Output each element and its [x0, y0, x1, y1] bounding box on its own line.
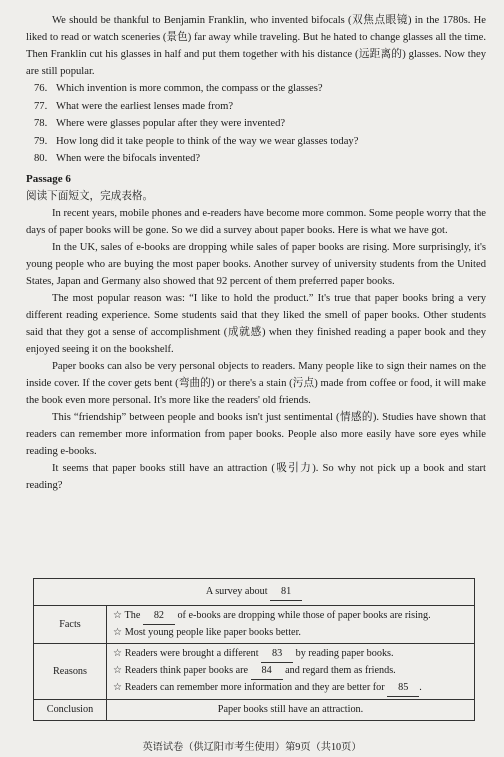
question-78: 78. Where were glasses popular after they were invented? — [34, 118, 286, 129]
blank-85[interactable]: 85 — [387, 680, 419, 697]
blank-84[interactable]: 84 — [251, 663, 283, 680]
reason-item: ☆ Readers were brought a different 83 by reading paper books. — [113, 646, 468, 663]
facts-row — [34, 606, 475, 644]
facts-label: Facts — [34, 606, 107, 644]
star-icon: ☆ — [113, 648, 123, 659]
passage6-paragraph-5: This “friendship” between people and books isn't just sentimental (情感的). Studies have shown that readers can remember more information from paper books. People also more easily have sore eyes while reading e-books. — [26, 411, 486, 457]
survey-table — [33, 578, 475, 721]
passage6-paragraph-1: In recent years, mobile phones and e-readers have become more common. Some people worry that the days of paper books will be gone. So we did a survey about paper books. Here is what we have got. — [26, 207, 486, 236]
reason-item: ☆ Readers can remember more information and they are better for 85 . — [113, 680, 468, 697]
question-79: 79. How long did it take people to think of the way we wear glasses today? — [34, 135, 359, 147]
passage6-heading: Passage 6 — [26, 172, 71, 185]
passage6-paragraph-6: It seems that paper books still have an attraction (吸引力). So why not pick up a book and start reading? — [26, 462, 486, 491]
blank-83[interactable]: 83 — [261, 646, 293, 663]
conclusion-row — [34, 700, 475, 721]
fact-item: ☆ The 82 of e-books are dropping while those of paper books are rising. — [113, 608, 468, 625]
passage5-paragraph: We should be thankful to Benjamin Franklin, who invented bifocals (双焦点眼镜) in the 1780s. He liked to read or watch sceneries (景色) far away while traveling. But he hated to change glasses all the time. Then Franklin cut his glasses in half and put them together with his distance (远距离的) glasses. Now they are still popular. — [26, 15, 486, 77]
reasons-label: Reasons — [34, 644, 107, 700]
reasons-cell — [107, 644, 475, 700]
reasons-row — [34, 644, 475, 700]
star-icon: ☆ — [113, 682, 123, 693]
passage6-paragraph-3: The most popular reason was: “I like to hold the product.” It's true that paper books bring a very different reading experience. Some students said that they liked the smell of paper books. Other students said that they got a sense of accomplishment (成就感) when they finished reading a paper book and they enjoyed seeing it on the bookshelf. — [26, 292, 486, 355]
table-header-row — [34, 579, 475, 606]
conclusion-label: Conclusion — [34, 700, 107, 721]
blank-82[interactable]: 82 — [143, 608, 175, 625]
question-80: 80. When were the bifocals invented? — [34, 153, 201, 164]
conclusion-cell: Paper books still have an attraction. — [107, 700, 475, 721]
star-icon: ☆ — [113, 665, 123, 676]
star-icon: ☆ — [113, 610, 123, 621]
question-77: 77. What were the earliest lenses made from? — [34, 100, 234, 112]
question-76: 76. Which invention is more common, the compass or the glasses? — [34, 83, 323, 94]
page-footer: 英语试卷（供辽阳市考生使用）第9页（共10页） — [142, 742, 362, 753]
table-title: A survey about 81 — [34, 579, 475, 606]
passage6-instruction: 阅读下面短文，完成表格。 — [26, 190, 154, 202]
passage6-paragraph-4: Paper books can also be very personal objects to readers. Many people like to sign their names on the inside cover. If the cover gets bent (弯曲的) or there's a stain (污点) made from coffee or food, it will make the book even more personal. It's more like the readers' old friends. — [26, 360, 486, 406]
fact-item: ☆ Most young people like paper books better. — [113, 627, 301, 638]
passage6-paragraph-2: In the UK, sales of e-books are dropping while sales of paper books are rising. More surprisingly, it's young people who are buying the most paper books. Another survey of university students from the United States, Japan and Germany also showed that 92 percent of them preferred paper books. — [26, 241, 486, 287]
question-list — [26, 80, 486, 168]
facts-cell — [107, 606, 475, 644]
star-icon: ☆ — [113, 627, 123, 638]
reason-item: ☆ Readers think paper books are 84 and regard them as friends. — [113, 663, 468, 680]
blank-81[interactable]: 81 — [270, 584, 302, 601]
